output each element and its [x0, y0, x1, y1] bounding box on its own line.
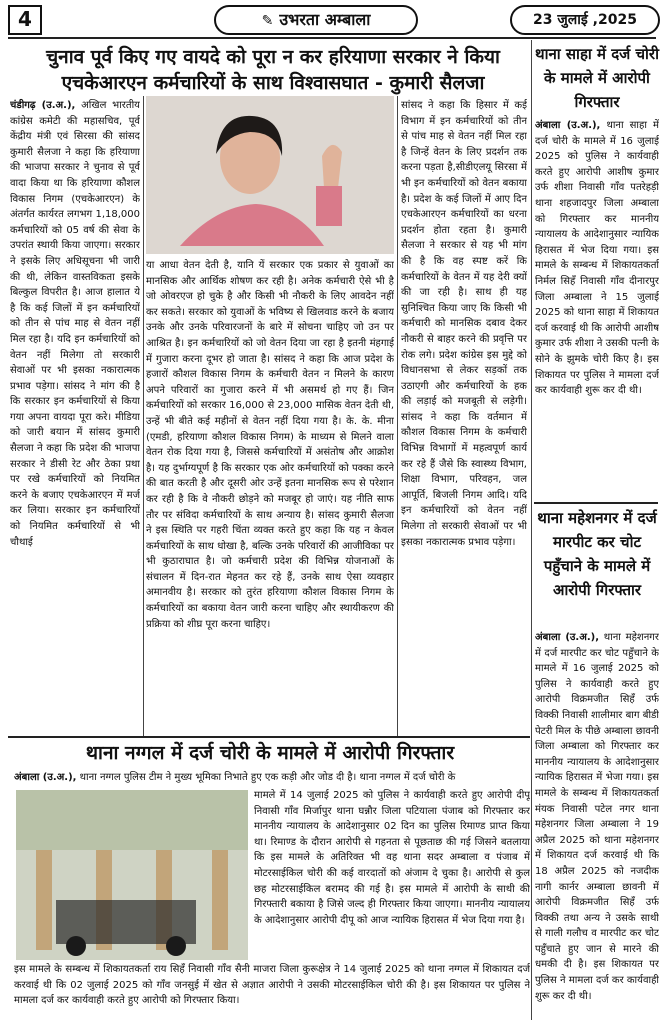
- pen-icon: ✎: [261, 13, 274, 29]
- saha-headline: थाना साहा में दर्ज चोरी के मामले में आरोपी गिरफ्तार: [535, 45, 659, 111]
- naggal-body-right: [254, 788, 530, 958]
- lead-headline: [8, 44, 538, 96]
- naggal-intro: [14, 770, 530, 786]
- saha-body: [535, 118, 659, 500]
- lead-column-2: [146, 258, 394, 734]
- naggal-right-text: मामले में 14 जुलाई 2025 को पुलिस ने कार्यवाही करते हुए आरोपी दीपू निवासी गाँव मिर्जापुर थाना घन्नौर जिला पटियाला पंजाब को गिरफ्तार कर माननीय न्यायालय के आदेशानुसार 02 दिन का पुलिस रिमाण्ड प्राप्त किया था। रिमाण्ड के दौरान आरोपी से गहनता से पूछताछ की गई जिसने बतलाया कि इस मामले के अतिरिक्त भी वह थाना सदर अम्बाला व पंजाब में मोटरसाईकिल चोरी की कई वारदातों को अंजाम दे चुका है। आरोपी से कुल छह मोटरसाईकिल बरामद की गई है। इस मामले में आरोपी के साथी की गिरफ्तारी बकाया है जिसे जल्द ही गिरफ्तार किया जाएगा। माननीय न्यायालय के आदेशानुसार आरोपी दीपू को आज न्यायिक हिरासत में भेज दिया गया है।: [254, 790, 530, 926]
- header-rule: [8, 37, 656, 39]
- column-divider: [531, 40, 532, 1020]
- lead-headline-line1: चुनाव पूर्व किए गए वायदे को पूरा न कर हरियाणा सरकार ने किया: [46, 46, 500, 68]
- masthead-title: उभरता अम्बाला: [279, 10, 371, 29]
- column-divider: [397, 96, 398, 736]
- mahesh-body: [535, 630, 659, 1020]
- police-photo: [16, 790, 248, 960]
- issue-date: 23 जुलाई ,2025: [510, 5, 660, 35]
- lead-column-1: [10, 98, 140, 734]
- portrait-illustration: [146, 96, 394, 254]
- naggal-intro-text: थाना नग्गल पुलिस टीम ने मुख्य भूमिका निभाते हुए एक कड़ी और जोड दी है। थाना नग्गल में दर्ज चोरी के: [79, 772, 456, 783]
- naggal-dateline: अंबाला (उ.अ.),: [14, 772, 77, 783]
- naggal-headline: थाना नग्गल में दर्ज चोरी के मामले में आरोपी गिरफ्तार: [85, 742, 455, 764]
- mahesh-dateline: अंबाला (उ.अ.),: [535, 632, 600, 643]
- lead-col1-text: अखिल भारतीय कांग्रेस कमेटी की महासचिव, पूर्व केंद्रीय मंत्री एवं सिरसा की सांसद कुमारी सैलजा ने कहा कि हरियाणा की भाजपा सरकार ने चुनाव से पूर्व वादा किया था कि हरियाणा कौशल विकास निगम (एचकेआरएन) के अंतर्गत कार्यरत लगभग 1,18,000 कर्मचारियों को 05 वर्ष की सेवा के उपरांत स्थायी किया जाएगा। सरकार ने इसके लिए अधिसूचना भी जारी की थी, लेकिन वास्तविकता इसके बिल्कुल विपरीत है। आज हालात ये है कि कई जिलों में इन कर्मचारियों को तीन से पांच माह से वेतन नहीं मिल रहा है। यदि इन कर्मचारियों को वेतन नहीं मिलेगा तो सरकारी सेवाओं पर भी इसका नकारात्मक प्रभाव पड़ेगा। सांसद ने मांग की है कि सरकार इन कर्मचारियों से किया गया अपना वायदा पूरा करे। मीडिया को जारी बयान में सांसद कुमारी सैलजा ने कहा कि प्रदेश की भाजपा सरकार ने डीसी रेट और ठेका प्रथा पर रखे कर्मचारियों को नियमित करने के बजाए एचकेआरएन में मर्ज कर लिया। सरकार इन कर्मचारियों को नियमित कर्मचारियों से भी चौथाई: [10, 100, 140, 548]
- lead-dateline: चंडीगढ़ (उ.अ.),: [10, 100, 76, 111]
- lead-photo: [146, 96, 394, 254]
- lead-col2-text: या आधा वेतन देती है, यानि यें सरकार एक प्रकार से युवाओं का मानसिक और आर्थिक शोषण कर रही है। अनेक कर्मचारी ऐसे भी है जो ओवरएज हो चुके है और किसी भी नौकरी के लिए आवदेन नहीं कर सकते। सरकार को युवाओं के भविष्य से खिलवाड करने के बजाय उनके और उनके परिवारजनों के बारे में सोचना चाहिए जो उन पर आश्रित है। इन कर्मचारियों को जो वेतन दिया जा रहा है इतनी मंहगाई में गुजारा करना दूभर हो जाता है। सांसद ने कहा कि आज प्रदेश के हजारों कौशल विकास निगम के कर्मचारी वेतन न मिलने के कारण अपने परिवारों का गुजारा करने में भी असमर्थ हो गए हैं। जिन कर्मचारियों को सरकार 16,000 से 23,000 मासिक वेतन देती थी, उन्हें भी बीते कई महीनों से वेतन नहीं दिया गया है। के. के. मीना (एमडी, हरियाणा कौशल विकास निगम) के माध्यम से मिलने वाला वेतन रोक दिया गया है, जिससे कर्मचारियों में असंतोष और आक्रोश है। यह दुर्भाग्यपूर्ण है कि सरकार एक ओर कर्मचारियों को पक्का करने की बात करती है और दूसरी ओर उन्हें इतना मानसिक रूप से परेशान कर रही है कि वे नौकरी छोड़ने को मजबूर हो जाएं। यह नीति साफ तौर पर संविदा कर्मचारियों के साथ अन्याय है। सांसद कुमारी सैलजा ने इस स्थिति पर गहरी चिंता व्यक्त करते हुए कहा कि यह न केवल कर्मचारियों के साथ धोखा है, बल्कि उनके परिवारों की आजीविका पर भी कुठाराघात है। जो कर्मचारी प्रदेश की विभिन्न योजनाओं के संचालन में दिन-रात मेहनत कर रहे हैं, उनके साथ ऐसा व्यवहार अमानवीय है। सरकार को तुरंत हरियाणा कौशल विकास निगम के कर्मचारियों का बकाया वेतन जारी करना चाहिए और स्थायीकरण की प्रक्रिया को शीघ्र पूरा करना चाहिए।: [146, 260, 394, 630]
- lead-col3-text: सांसद ने कहा कि हिसार में कई विभाग में इन कर्मचारियों को तीन से पांच माह से वेतन नहीं मिल रहा है जिन्हें वेतन के लिए प्रदर्शन तक करना पड़ता है,सीडीएलयू सिरसा में भी इन कर्मचारियों को वेतन बकाया है। प्रदेश के कई जिलों में आए दिन एचकेआरएन कर्मचारियों का धरना प्रदर्शन होता रहता है। कुमारी सैलजा ने सरकार से यह भी मांग की है कि वह स्पष्ट करें कि कर्मचारियों के वेतन में यह देरी क्यों की जा रही है। साथ ही यह सुनिश्चित किया जाए कि किसी भी कर्मचारी को मानसिक दबाव देकर नौकरी से बाहर करने की प्रवृत्ति पर रोक लगे। प्रदेश कांग्रेस इस मुद्दे को विधानसभा से लेकर सड़कों तक उठाएगी और कर्मचारियों के हक की लड़ाई को मजबूती से लड़ेगी। सांसद ने कहा कि वर्तमान में कौशल विकास निगम के कर्मचारी विभिन्न विभागों में महत्वपूर्ण कार्य कर रहे हैं जैसे कि स्वास्थ्य विभाग, शिक्षा विभाग, परिवहन, जल आपूर्ति, बिजली निगम आदि। यदि इन कर्मचारियों को वेतन नहीं मिलेगा तो सरकारी सेवाओं पर भी इसका नकारात्मक प्रभाव पड़ेगा।: [401, 100, 527, 548]
- section-rule: [534, 502, 658, 504]
- mahesh-headline: थाना महेशनगर में दर्ज मारपीट कर चोट पहुँचाने के मामले में आरोपी गिरफ्तार: [537, 509, 657, 599]
- police-photo-illustration: [16, 790, 248, 960]
- naggal-body-bottom: [14, 962, 530, 1020]
- page-number: 4: [8, 5, 42, 35]
- section-rule: [8, 736, 530, 738]
- mahesh-text: थाना महेशनगर में दर्ज मारपीट कर चोट पहुँचाने के मामले में 16 जुलाई 2025 को पुलिस ने कार्यवाही करते हुए आरोपी विक्रमजीत सिहँ उर्फ विक्की निवासी शालीमार बाग बीडी पेटरी मिल के पीछे अम्बाला छावनी जिला अम्बाला को गिरफ्तार कर माननीय न्यायालय के आदेशानुसार न्यायिक हिरासत में भेजा गया। इस मामले के सम्बन्ध में शिकायतकर्ता मंयक निवासी पटेल नगर थाना महेशनगर जिला अम्बाला ने 19 अप्रैल 2025 को थाना महेशनगर में शिकायत दर्ज करवाई थी कि 18 अप्रैल 2025 को नजदीक नागी कार्नर अम्बाला छावनी में आरोपी विक्रमजीत सिहँ उर्फ विक्की तथा अन्य ने उसके साथी से गाली गलौच व मारपीट कर चोट पहुँचाते हुए जान से मारने की धमकी दी है। इस शिकायत पर पुलिस ने मामला दर्ज कर कार्यवाही शुरू कर दी थी।: [535, 632, 659, 1002]
- masthead: [214, 5, 418, 35]
- lead-headline-line2: एचकेआरएन कर्मचारियों के साथ विश्वासघात - कुमारी सैलजा: [61, 72, 485, 94]
- lead-column-3: [401, 98, 527, 734]
- saha-text: थाना साहा में दर्ज चोरी के मामले में 16 जुलाई 2025 को पुलिस ने कार्यवाही करते हुए आरोपी आशीष कुमार उर्फ शीशा निवासी गाँव पतरेहड़ी थाना शहजादपुर जिला अम्बाला को गिरफ्तार कर माननीय न्यायालय के आदेशानुसार न्यायिक हिरासत में भेज दिया गया। इस मामले के सम्बन्ध में शिकायतकर्ता निर्मल सिहँ निवासी गाँव दीनारपुर जिला अम्बाला ने 15 जुलाई 2025 को थाना साहा में शिकायत दर्ज करवाई थी कि आरोपी आशीष कुमार उर्फ शीशा ने उसकी पत्नी के सोने के झुमके चोरी किए है। इस शिकायत पर पुलिस ने मामला दर्ज कर कार्यवाही शुरू कर दी थी।: [535, 120, 659, 397]
- naggal-bottom-text: इस मामले के सम्बन्ध में शिकायतकर्ता राय सिहँ निवासी गाँव सैनी माजरा जिला कुरूक्षेत्र ने 14 जुलाई 2025 को थाना नग्गल में शिकायत दर्ज करवाई थी कि 02 जुलाई 2025 को गाँव जनसुई में खेत से अज्ञात आरोपी ने उसकी मोटरसाईकिल चोरी की है। इस शिकायत पर पुलिस ने मामला दर्ज कर कार्यवाही करते हुए आरोपी को गिरफ्तार किया।: [14, 964, 530, 1007]
- column-divider: [143, 96, 144, 736]
- saha-dateline: अंबाला (उ.अ.),: [535, 120, 601, 131]
